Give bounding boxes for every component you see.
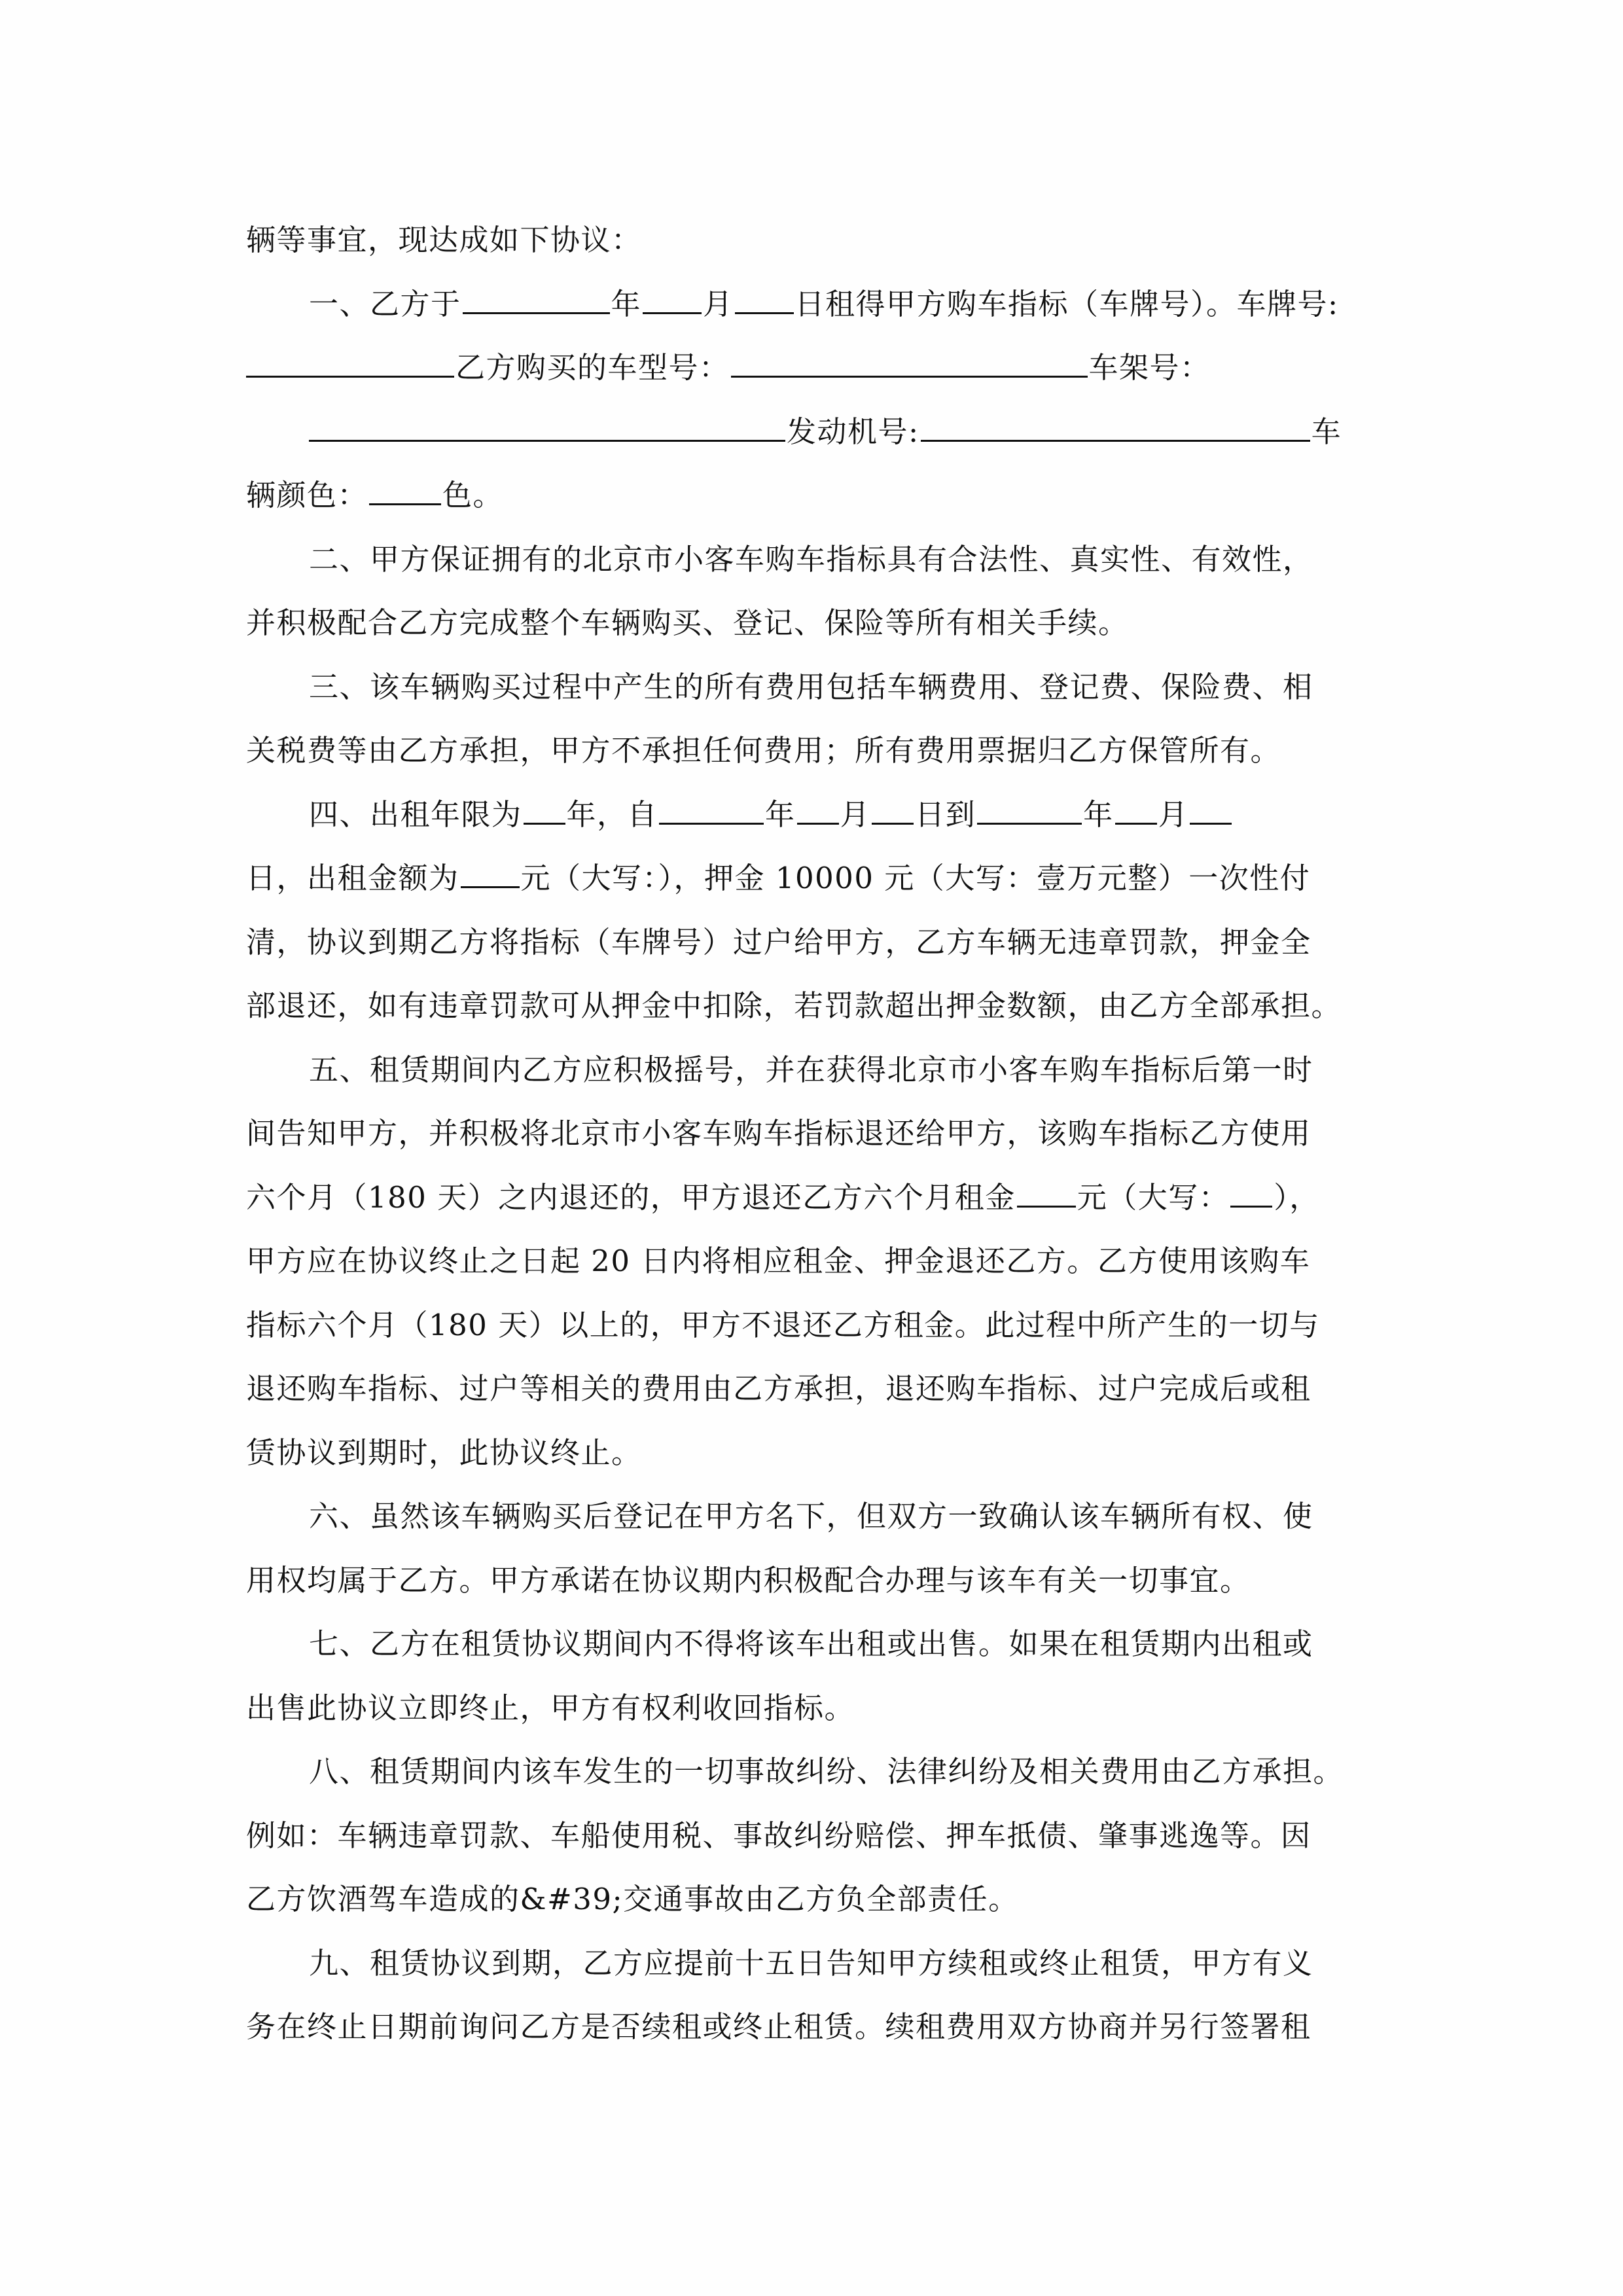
refund-amount-blank[interactable] (1017, 1179, 1076, 1208)
clause1-text-a: 一、乙方于 (309, 286, 461, 321)
clause-5 (246, 1038, 1377, 1485)
clause1-text-g: 发动机号: (787, 414, 919, 449)
clause5-line-7: 赁协议到期时，此协议终止。 (246, 1435, 642, 1470)
clause-6 (246, 1484, 1377, 1612)
clause6-line-2: 用权均属于乙方。甲方承诺在协议期内积极配合办理与该车有关一切事宜。 (246, 1562, 1251, 1598)
clause4-text-d: 月 (840, 797, 871, 832)
end-year-blank[interactable] (977, 797, 1082, 825)
start-year-blank[interactable] (659, 797, 764, 825)
clause9-line-2: 务在终止日期前询问乙方是否续租或终止租赁。续租费用双方协商并另行签署租 (246, 2009, 1311, 2044)
plate-number-blank[interactable] (246, 350, 454, 378)
clause4-text-h: 日，出租金额为 (246, 861, 459, 895)
clause1-text-d: 日租得甲方购车指标（车牌号）。车牌号: (794, 286, 1339, 321)
clause4-text-a: 四、出租年限为 (309, 797, 522, 832)
clause1-text-i: 辆颜色： (246, 478, 368, 512)
clause4-line-4: 部退还，如有违章罚款可从押金中扣除，若罚款超出押金数额，由乙方全部承担。 (246, 988, 1342, 1023)
rent-amount-blank[interactable] (461, 860, 520, 888)
clause5-text-a: 六个月（180 天）之内退还的，甲方退还乙方六个月租金 (246, 1179, 1016, 1215)
day-blank[interactable] (735, 286, 794, 314)
refund-amount-words-blank[interactable] (1230, 1179, 1272, 1208)
clause1-text-j: 色。 (442, 478, 504, 512)
clause6-line-1: 六、虽然该车辆购买后登记在甲方名下，但双方一致确认该车辆所有权、使 (309, 1499, 1313, 1534)
clause5-line-1: 五、租赁期间内乙方应积极摇号，并在获得北京市小客车购车指标后第一时 (309, 1052, 1313, 1087)
clause-9 (246, 1931, 1377, 2059)
clause7-line-1: 七、乙方在租赁协议期间内不得将该车出租或出售。如果在租赁期内出租或 (309, 1626, 1313, 1661)
clause5-text-b: 元（大写： (1077, 1179, 1230, 1215)
clause7-line-2: 出售此协议立即终止，甲方有权利收回指标。 (246, 1690, 855, 1725)
end-month-blank[interactable] (1115, 797, 1157, 825)
clause-4 (246, 783, 1377, 1038)
clause4-text-c: 年 (765, 797, 796, 832)
clause4-text-g: 月 (1158, 797, 1189, 832)
clause-3 (246, 655, 1377, 783)
clause1-text-e: 乙方购买的车型号： (455, 350, 730, 385)
document-body (246, 208, 1377, 2059)
clause5-line-5: 指标六个月（180 天）以上的，甲方不退还乙方租金。此过程中所产生的一切与 (246, 1307, 1320, 1342)
clause1-text-f: 车架号： (1088, 350, 1211, 385)
clause3-line-1: 三、该车辆购买过程中产生的所有费用包括车辆费用、登记费、保险费、相 (309, 669, 1313, 704)
clause2-line-2: 并积极配合乙方完成整个车辆购买、登记、保险等所有相关手续。 (246, 605, 1129, 640)
clause-8 (246, 1740, 1377, 1931)
clause8-line-1: 八、租赁期间内该车发生的一切事故纠纷、法律纠纷及相关费用由乙方承担。 (309, 1754, 1344, 1789)
color-blank[interactable] (369, 477, 441, 505)
clause1-text-c: 月 (703, 286, 734, 321)
clause4-line-3: 清，协议到期乙方将指标（车牌号）过户给甲方，乙方车辆无违章罚款，押金全 (246, 924, 1311, 960)
engine-number-blank[interactable] (921, 414, 1310, 442)
clause4-text-f: 年 (1083, 797, 1114, 832)
end-day-blank[interactable] (1190, 797, 1232, 825)
clause8-line-2: 例如：车辆违章罚款、车船使用税、事故纠纷赔偿、押车抵债、肇事逃逸等。因 (246, 1818, 1311, 1853)
clause3-line-2: 关税费等由乙方承担，甲方不承担任何费用；所有费用票据归乙方保管所有。 (246, 733, 1281, 768)
month-blank[interactable] (643, 286, 702, 314)
clause5-line-4: 甲方应在协议终止之日起 20 日内将相应租金、押金退还乙方。乙方使用该购车 (246, 1244, 1311, 1278)
clause-7 (246, 1612, 1377, 1740)
clause5-text-c: ）， (1274, 1179, 1320, 1215)
clause1-text-h: 车 (1311, 414, 1342, 449)
clause-1 (246, 272, 1377, 528)
clause5-line-6: 退还购车指标、过户等相关的费用由乙方承担，退还购车指标、过户完成后或租 (246, 1371, 1311, 1406)
car-model-blank[interactable] (731, 350, 1088, 378)
year-blank[interactable] (463, 286, 610, 314)
clause-2 (246, 528, 1377, 655)
clause8-line-3: 乙方饮酒驾车造成的&#39;交通事故由乙方负全部责任。 (246, 1882, 1019, 1916)
clause5-line-2: 间告知甲方，并积极将北京市小客车购车指标退还给甲方，该购车指标乙方使用 (246, 1116, 1311, 1151)
start-day-blank[interactable] (872, 797, 914, 825)
clause4-text-b: 年，自 (566, 797, 658, 832)
clause4-text-e: 日到 (915, 797, 976, 832)
lease-years-blank[interactable] (524, 797, 565, 825)
clause1-text-b: 年 (611, 286, 642, 321)
intro-line: 辆等事宜，现达成如下协议： (246, 223, 642, 257)
clause2-line-1: 二、甲方保证拥有的北京市小客车购车指标具有合法性、真实性、有效性， (309, 541, 1313, 577)
start-month-blank[interactable] (797, 797, 839, 825)
clause4-text-i: 元（大写：），押金 10000 元（大写：壹万元整）一次性付 (520, 861, 1311, 895)
clause9-line-1: 九、租赁协议到期，乙方应提前十五日告知甲方续租或终止租赁，甲方有义 (309, 1945, 1313, 1981)
frame-number-blank[interactable] (309, 414, 785, 442)
